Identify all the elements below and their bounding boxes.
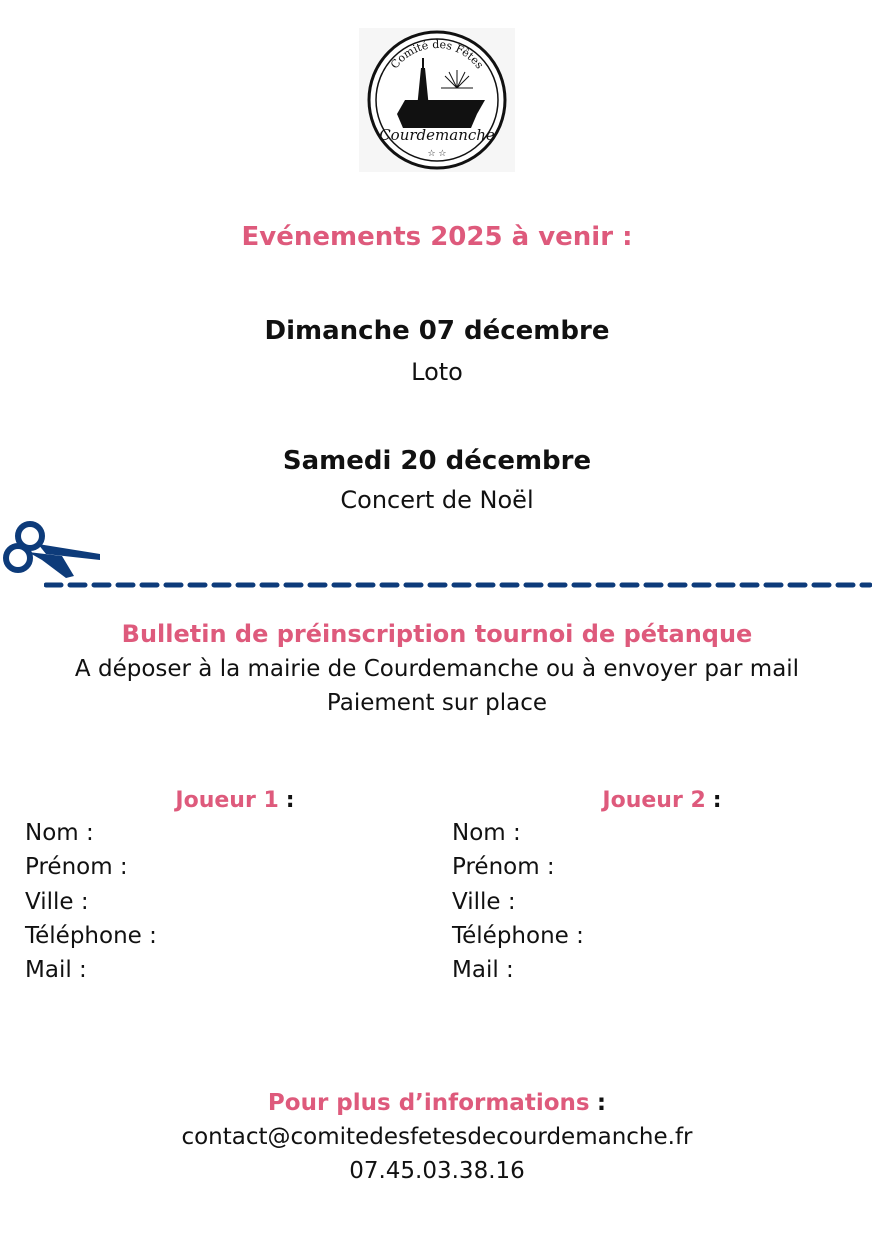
player-label: Joueur 1 (175, 788, 279, 813)
svg-text:☆ ☆: ☆ ☆ (427, 149, 447, 159)
player-label: Joueur 2 (602, 788, 706, 813)
contact-phone[interactable]: 07.45.03.38.16 (349, 1158, 525, 1184)
field-telephone: Téléphone : (25, 923, 157, 949)
event-date: Samedi 20 décembre (282, 446, 592, 476)
event-date: Dimanche 07 décembre (264, 316, 610, 346)
info-title-text: Pour plus d’informations (267, 1090, 590, 1116)
player-2-block (452, 788, 852, 998)
events-title: Evénements 2025 à venir : (241, 222, 633, 252)
scissors-icon (2, 516, 102, 580)
info-title (0, 1090, 874, 1116)
bulletin-instructions: A déposer à la mairie de Courdemanche ou à envoyer par mail (74, 656, 800, 682)
player-colon: : (285, 788, 295, 813)
bulletin-payment: Paiement sur place (326, 690, 548, 716)
field-prenom: Prénom : (452, 854, 555, 880)
contact-email[interactable]: contact@comitedesfetesdecourdemanche.fr (181, 1124, 693, 1150)
event-name: Loto (411, 358, 463, 386)
field-mail: Mail : (25, 957, 87, 983)
player-1-block (25, 788, 425, 998)
field-nom: Nom : (452, 820, 521, 846)
bulletin-title: Bulletin de préinscription tournoi de pétanque (121, 620, 753, 648)
info-colon: : (596, 1090, 607, 1116)
event-name: Concert de Noël (340, 486, 534, 514)
logo-bottom-text: Courdemanche (379, 126, 495, 144)
field-prenom: Prénom : (25, 854, 128, 880)
player-colon: : (712, 788, 722, 813)
field-telephone: Téléphone : (452, 923, 584, 949)
field-ville: Ville : (452, 889, 516, 915)
player-title (452, 788, 872, 813)
logo-seal-graphic (359, 28, 515, 172)
logo-seal (359, 28, 515, 172)
field-nom: Nom : (25, 820, 94, 846)
logo-top-text: Comité des Fêtes (388, 37, 487, 72)
field-mail: Mail : (452, 957, 514, 983)
field-ville: Ville : (25, 889, 89, 915)
cut-line (44, 576, 872, 588)
player-title (25, 788, 445, 813)
